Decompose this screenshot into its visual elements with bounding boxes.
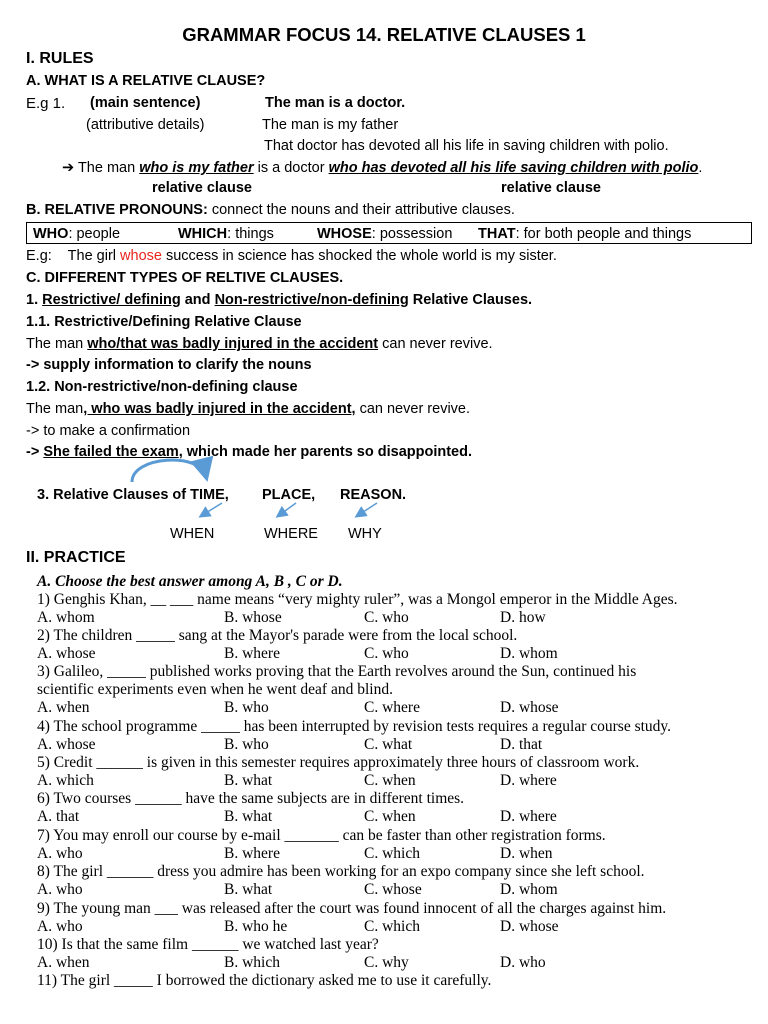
nonrestrictive-example-2: -> She failed the exam, which made her parents so disappointed. [26, 444, 472, 460]
question-5: 5) Credit ______ is given in this semester requires approximately three hours of classroom work. [37, 754, 640, 771]
question-9: 9) The young man ___ was released after the court was found innocent of all the charges against him. [37, 900, 667, 917]
pronoun-whose: WHOSE: possession [317, 226, 453, 242]
practice-instruction: A. Choose the best answer among A, B , C or D. [37, 573, 343, 590]
relative-clause-1: who is my father [139, 160, 254, 176]
nonrestrictive-heading: 1.2. Non-restrictive/non-defining clause [26, 379, 298, 395]
option-1d[interactable]: D. how [500, 609, 546, 626]
main-sentence-label: (main sentence) [90, 95, 201, 111]
question-7: 7) You may enroll our course by e-mail _______ can be faster than other registration forms. [37, 827, 606, 844]
option-1a[interactable]: A. whom [37, 609, 95, 626]
relative-pronouns-line: B. RELATIVE PRONOUNS: connect the nouns and their attributive clauses. [26, 202, 515, 218]
arrow-right-icon: ➔ [62, 160, 75, 176]
option-7d[interactable]: D. when [500, 845, 553, 862]
whose-highlight: whose [120, 248, 162, 264]
option-4d[interactable]: D. that [500, 736, 543, 753]
restrictive-note: -> supply information to clarify the nouns [26, 357, 312, 373]
pronoun-that: THAT: for both people and things [478, 226, 692, 242]
word-why: WHY [348, 526, 382, 542]
word-when: WHEN [170, 526, 215, 542]
types-line: 1. Restrictive/ defining and Non-restrictive/non-defining Relative Clauses. [26, 292, 533, 308]
relative-clauses-place: PLACE, [262, 487, 316, 503]
option-5a[interactable]: A. which [37, 772, 94, 789]
option-8d[interactable]: D. whom [500, 881, 558, 898]
relative-clause-label-2: relative clause [501, 180, 601, 196]
relative-clause-2: who has devoted all his life saving children with polio [328, 160, 699, 176]
option-3d[interactable]: D. whose [500, 699, 559, 716]
option-2c[interactable]: C. who [364, 645, 409, 662]
attributive-text-1: The man is my father [262, 117, 399, 133]
option-10d[interactable]: D. who [500, 954, 546, 971]
question-3-cont: scientific experiments even when he went deaf and blind. [37, 681, 393, 698]
relative-clauses-reason: REASON. [340, 487, 407, 503]
time-arrow-icon [201, 503, 222, 516]
option-6b[interactable]: B. what [224, 808, 273, 825]
types-heading: C. DIFFERENT TYPES OF RELTIVE CLAUSES. [26, 270, 344, 286]
option-8c[interactable]: C. whose [364, 881, 422, 898]
option-8a[interactable]: A. who [37, 881, 83, 898]
pronoun-which: WHICH: things [178, 226, 274, 242]
question-3: 3) Galileo, _____ published works proving that the Earth revolves around the Sun, continued his [37, 663, 637, 680]
example-2: E.g: The girl whose success in science has shocked the whole world is my sister. [26, 248, 557, 264]
option-10b[interactable]: B. which [224, 954, 280, 971]
section-rules-heading: I. RULES [26, 50, 94, 67]
option-10a[interactable]: A. when [37, 954, 90, 971]
option-2d[interactable]: D. whom [500, 645, 558, 662]
option-1c[interactable]: C. who [364, 609, 409, 626]
word-where: WHERE [264, 526, 318, 542]
option-5b[interactable]: B. what [224, 772, 273, 789]
option-9b[interactable]: B. who he [224, 918, 288, 935]
option-6d[interactable]: D. where [500, 808, 557, 825]
option-8b[interactable]: B. what [224, 881, 273, 898]
option-6c[interactable]: C. when [364, 808, 416, 825]
reason-arrow-icon [357, 503, 377, 516]
option-9c[interactable]: C. which [364, 918, 420, 935]
subheading-what-is: A. WHAT IS A RELATIVE CLAUSE? [26, 73, 266, 89]
question-10: 10) Is that the same film ______ we watched last year? [37, 936, 379, 953]
curved-arrow-icon [132, 460, 206, 482]
question-6: 6) Two courses ______ have the same subjects are in different times. [37, 790, 465, 807]
option-9a[interactable]: A. who [37, 918, 83, 935]
main-sentence-text: The man is a doctor. [265, 95, 406, 111]
restrictive-heading: 1.1. Restrictive/Defining Relative Clause [26, 314, 302, 330]
relative-clause-label-1: relative clause [152, 180, 252, 196]
relative-clauses-time: 3. Relative Clauses of TIME, [37, 487, 229, 503]
attributive-label: (attributive details) [86, 117, 205, 133]
option-2a[interactable]: A. whose [37, 645, 96, 662]
option-6a[interactable]: A. that [37, 808, 80, 825]
option-2b[interactable]: B. where [224, 645, 280, 662]
option-1b[interactable]: B. whose [224, 609, 282, 626]
option-3c[interactable]: C. where [364, 699, 420, 716]
place-arrow-icon [278, 503, 296, 516]
attributive-text-2: That doctor has devoted all his life in saving children with polio. [264, 138, 669, 154]
example-1-label: E.g 1. [26, 95, 66, 112]
option-5c[interactable]: C. when [364, 772, 416, 789]
option-3b[interactable]: B. who [224, 699, 269, 716]
option-5d[interactable]: D. where [500, 772, 557, 789]
option-7c[interactable]: C. which [364, 845, 420, 862]
nonrestrictive-example: The man, who was badly injured in the accident, can never revive. [26, 401, 471, 417]
question-8: 8) The girl ______ dress you admire has been working for an expo company since she left school. [37, 863, 645, 880]
pronoun-who: WHO: people [33, 226, 121, 242]
question-11: 11) The girl _____ I borrowed the dictionary asked me to use it carefully. [37, 972, 492, 989]
option-4c[interactable]: C. what [364, 736, 413, 753]
option-4a[interactable]: A. whose [37, 736, 96, 753]
question-1: 1) Genghis Khan, __ ___ name means “very mighty ruler”, was a Mongol emperor in the Middle Ages. [37, 591, 678, 608]
option-4b[interactable]: B. who [224, 736, 269, 753]
nonrestrictive-note: -> to make a confirmation [26, 423, 191, 439]
combined-sentence: ➔ The man who is my father is a doctor who has devoted all his life saving children with polio. [62, 160, 703, 176]
page-title: GRAMMAR FOCUS 14. RELATIVE CLAUSES 1 [182, 24, 586, 45]
question-2: 2) The children _____ sang at the Mayor's parade were from the local school. [37, 627, 518, 644]
section-practice-heading: II. PRACTICE [26, 549, 126, 566]
option-7b[interactable]: B. where [224, 845, 280, 862]
question-4: 4) The school programme _____ has been interrupted by revision tests requires a regular course study. [37, 718, 672, 735]
option-7a[interactable]: A. who [37, 845, 83, 862]
restrictive-example: The man who/that was badly injured in the accident can never revive. [26, 336, 493, 352]
option-9d[interactable]: D. whose [500, 918, 559, 935]
option-10c[interactable]: C. why [364, 954, 409, 971]
option-3a[interactable]: A. when [37, 699, 90, 716]
relative-pronouns-heading: B. RELATIVE PRONOUNS: [26, 202, 208, 218]
